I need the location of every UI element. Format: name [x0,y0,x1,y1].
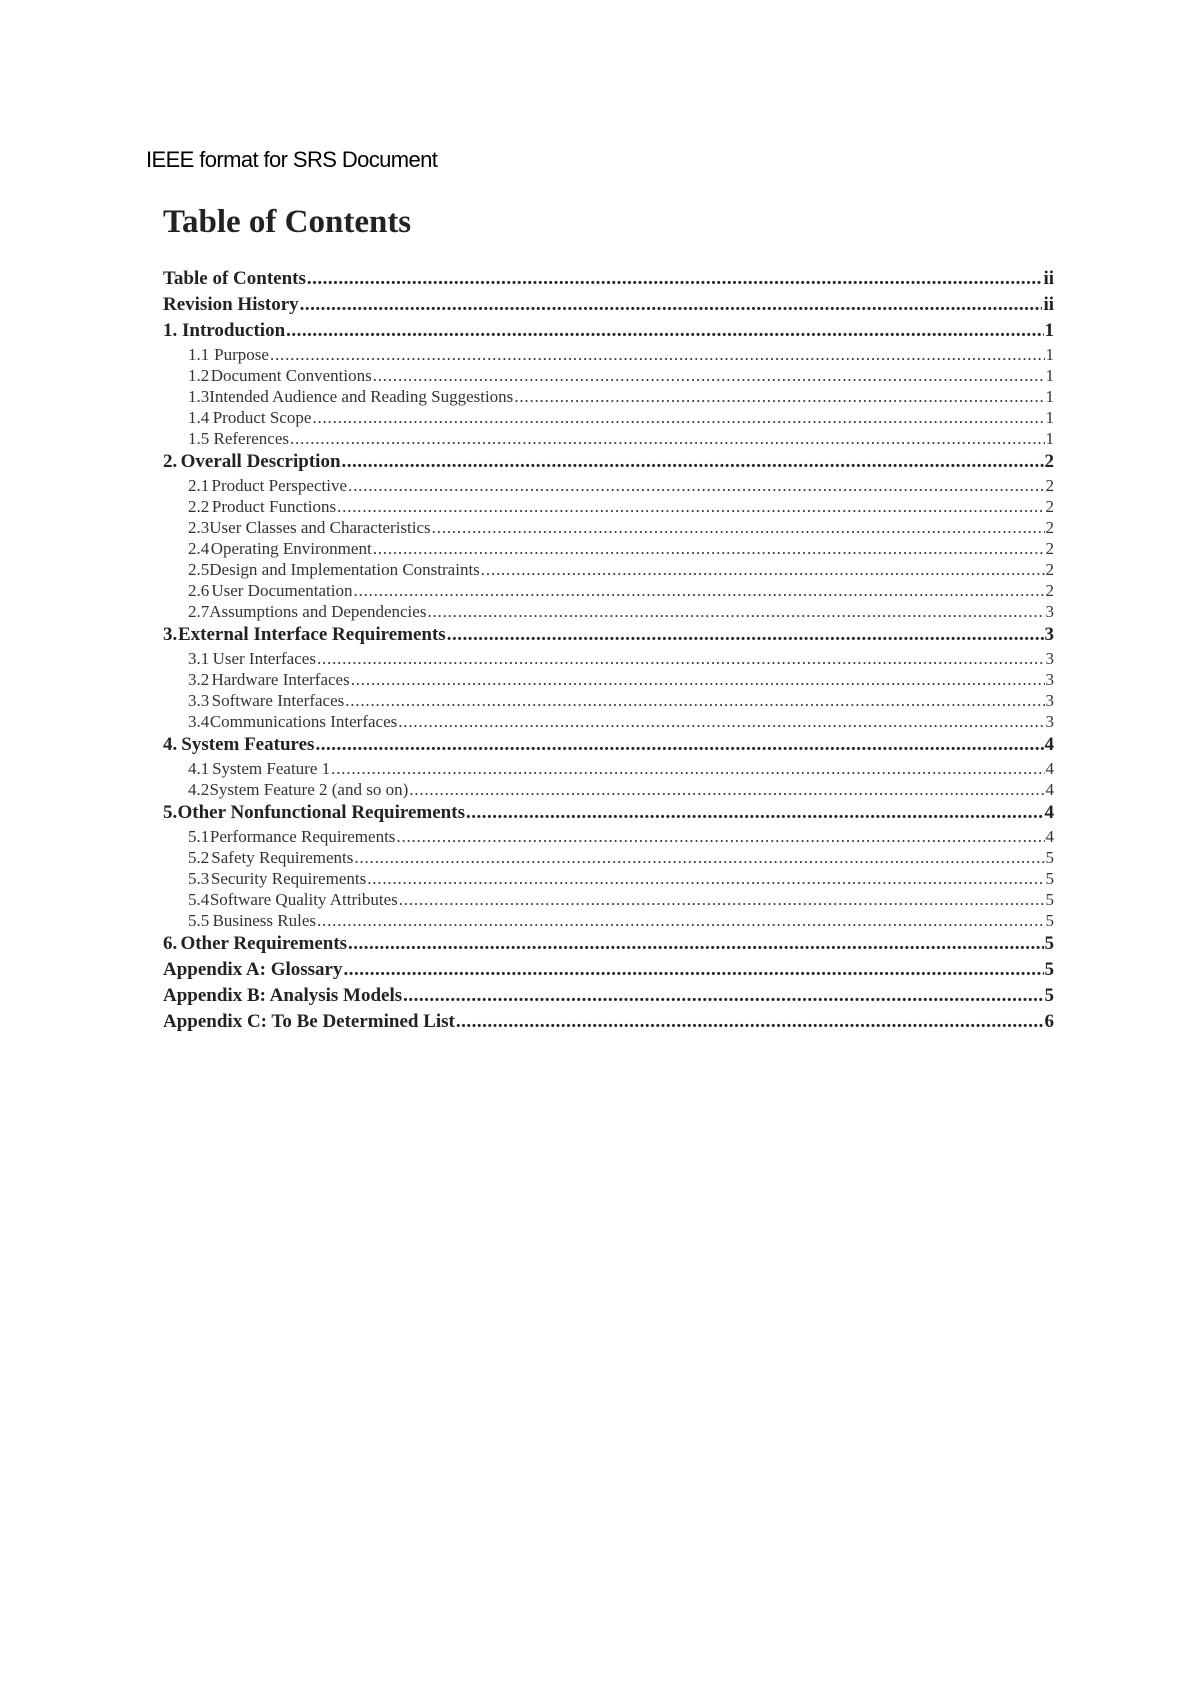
toc-section-entry[interactable] [163,732,1054,758]
toc-section-entry[interactable] [163,622,1054,648]
toc-subsection-entry[interactable] [163,407,1054,428]
toc-entry-label: Overall Description [180,451,341,472]
toc-entry-number: 5.1 [188,827,210,846]
toc-section-entry[interactable] [163,957,1054,983]
toc-entry-label: Business Rules [212,911,316,930]
dot-leader [286,318,1043,344]
toc-entry-label: Hardware Interfaces [211,670,350,689]
dot-leader [348,475,1044,496]
toc-entry-label: Introduction [182,320,286,341]
toc-entry-number: 1.4 [188,408,210,427]
toc-entry-label: Intended Audience and Reading Suggestions [209,387,514,406]
toc-entry-page-number: 4 [1045,780,1054,799]
toc-section-entry[interactable] [163,266,1054,292]
toc-entry-page-number: ii [1043,294,1054,315]
toc-entry-page-number: 5 [1045,890,1054,909]
toc-subsection-entry[interactable] [163,580,1054,601]
dot-leader [342,449,1044,475]
toc-entry-page-number: 3 [1044,624,1054,645]
toc-subsection-entry[interactable] [163,386,1054,407]
toc-entry-number: 2.4 [188,539,210,558]
toc-entry-page-number: 4 [1045,759,1054,778]
toc-entry-page-number: 1 [1045,387,1054,406]
toc-entry-label: Software Interfaces [211,691,345,710]
dot-leader [403,983,1043,1009]
toc-subsection-entry[interactable] [163,344,1054,365]
toc-entry-number: 2.3 [188,518,210,537]
toc-subsection-entry[interactable] [163,779,1054,800]
toc-entry-page-number: 3 [1045,691,1054,710]
toc-entry-number: 1.3 [188,387,210,406]
toc-entry-page-number: ii [1043,268,1054,289]
toc-entry-number: 2.5 [188,560,210,579]
toc-subsection-entry[interactable] [163,669,1054,690]
dot-leader [317,910,1045,931]
toc-entry-page-number: 4 [1045,827,1054,846]
toc-section-entry[interactable] [163,983,1054,1009]
toc-entry-label: System Features [181,734,315,755]
toc-entry-label: Performance Requirements [209,827,396,846]
toc-entry-page-number: 5 [1044,933,1054,954]
toc-subsection-entry[interactable] [163,648,1054,669]
toc-section-entry[interactable] [163,1009,1054,1035]
toc-subsection-entry[interactable] [163,690,1054,711]
toc-entry-label: Revision History [163,294,299,315]
toc-entry-label: Table of Contents [163,268,306,289]
toc-entry-page-number: 1 [1044,320,1054,341]
toc-entry-number: 5.5 [188,911,210,930]
dot-leader [337,496,1044,517]
toc-entry-page-number: 2 [1045,539,1054,558]
toc-subsection-entry[interactable] [163,868,1054,889]
dot-leader [270,344,1045,365]
dot-leader [432,517,1045,538]
toc-entry-label: Software Quality Attributes [209,890,398,909]
toc-entry-number: 2.2 [188,497,210,516]
toc-subsection-entry[interactable] [163,538,1054,559]
dot-leader [398,711,1044,732]
toc-subsection-entry[interactable] [163,711,1054,732]
toc-entry-label: Document Conventions [210,366,372,385]
toc-entry-label: Security Requirements [210,869,367,888]
toc-subsection-entry[interactable] [163,601,1054,622]
dot-leader [343,957,1043,983]
toc-entry-label: Design and Implementation Constraints [209,560,480,579]
toc-entry-page-number: 1 [1045,429,1054,448]
toc-entry-number: 1.1 [188,345,210,364]
dot-leader [373,538,1045,559]
toc-entry-number: 5.2 [188,848,210,867]
toc-entry-number: 2.6 [188,581,210,600]
toc-entry-page-number: 5 [1044,985,1054,1006]
toc-section-entry[interactable] [163,449,1054,475]
toc-subsection-entry[interactable] [163,517,1054,538]
toc-entry-label: Safety Requirements [211,848,354,867]
dot-leader [312,407,1044,428]
toc-entry-number: 5. [163,802,178,823]
toc-entry-number: 5.3 [188,869,210,888]
toc-entry-page-number: 1 [1045,345,1054,364]
toc-entry-page-number: 6 [1044,1011,1054,1032]
toc-subsection-entry[interactable] [163,428,1054,449]
toc-entry-number: 2.1 [188,476,210,495]
toc-entry-page-number: 4 [1044,734,1054,755]
toc-entry-number: 3.4 [188,712,210,731]
dot-leader [317,648,1045,669]
document-heading: IEEE format for SRS Document [146,147,438,172]
toc-entry-page-number: 1 [1045,408,1054,427]
toc-subsection-entry[interactable] [163,826,1054,847]
toc-entry-number: 4. [163,734,178,755]
dot-leader [427,601,1044,622]
dot-leader [315,732,1043,758]
toc-entry-page-number: 2 [1045,581,1054,600]
toc-entry-page-number: 2 [1045,518,1054,537]
toc-entry-label: User Classes and Characteristics [209,518,431,537]
toc-entry-label: Appendix C: To Be Determined List [163,1011,455,1032]
toc-entry-label: Assumptions and Dependencies [209,602,427,621]
toc-entry-page-number: 5 [1045,869,1054,888]
toc-subsection-entry[interactable] [163,365,1054,386]
toc-subsection-entry[interactable] [163,758,1054,779]
toc-entry-label: Appendix B: Analysis Models [163,985,403,1006]
table-of-contents [163,266,1054,1035]
toc-entry-page-number: 2 [1044,451,1054,472]
dot-leader [353,580,1044,601]
toc-entry-label: References [213,429,289,448]
toc-entry-page-number: 2 [1045,560,1054,579]
toc-entry-page-number: 1 [1045,366,1054,385]
toc-entry-label: Product Functions [211,497,337,516]
dot-leader [348,931,1043,957]
toc-entry-label: Product Perspective [211,476,348,495]
toc-entry-number: 1. [163,320,178,341]
toc-entry-number: 1.2 [188,366,210,385]
toc-entry-number: 3.3 [188,691,210,710]
toc-entry-label: System Feature 2 (and so on) [209,780,409,799]
toc-entry-number: 3.2 [188,670,210,689]
toc-section-entry[interactable] [163,800,1054,826]
toc-entry-number: 2. [163,451,178,472]
toc-entry-label: Purpose [214,345,269,364]
toc-entry-page-number: 2 [1045,497,1054,516]
toc-entry-label: Communications Interfaces [209,712,398,731]
toc-entry-label: User Documentation [211,581,353,600]
toc-entry-label: External Interface Requirements [177,624,446,645]
dot-leader [456,1009,1044,1035]
toc-entry-label: Other Nonfunctional Requirements [177,802,465,823]
toc-subsection-entry[interactable] [163,475,1054,496]
dot-leader [409,779,1044,800]
toc-entry-page-number: 4 [1044,802,1054,823]
toc-entry-number: 6. [163,933,178,954]
toc-entry-number: 5.4 [188,890,210,909]
toc-subsection-entry[interactable] [163,847,1054,868]
toc-section-entry[interactable] [163,931,1054,957]
dot-leader [514,386,1044,407]
dot-leader [466,800,1044,826]
dot-leader [307,266,1043,292]
toc-entry-label: User Interfaces [212,649,316,668]
toc-entry-number: 1.5 [188,429,210,448]
dot-leader [331,758,1044,779]
toc-entry-number: 3.1 [188,649,210,668]
toc-entry-page-number: 3 [1045,602,1054,621]
toc-entry-label: Appendix A: Glossary [163,959,343,980]
toc-title: Table of Contents [163,204,412,240]
toc-entry-page-number: 3 [1045,670,1054,689]
toc-entry-number: 4.1 [188,759,210,778]
toc-subsection-entry[interactable] [163,910,1054,931]
dot-leader [447,622,1044,648]
toc-entry-label: Other Requirements [180,933,348,954]
dot-leader [351,669,1045,690]
toc-entry-number: 3. [163,624,178,645]
dot-leader [396,826,1044,847]
dot-leader [300,292,1043,318]
toc-subsection-entry[interactable] [163,496,1054,517]
toc-entry-number: 2.7 [188,602,210,621]
toc-entry-page-number: 5 [1044,959,1054,980]
dot-leader [373,365,1045,386]
toc-entry-page-number: 5 [1045,848,1054,867]
toc-entry-number: 4.2 [188,780,210,799]
dot-leader [399,889,1045,910]
toc-entry-page-number: 3 [1045,712,1054,731]
toc-section-entry[interactable] [163,318,1054,344]
dot-leader [354,847,1044,868]
toc-section-entry[interactable] [163,292,1054,318]
dot-leader [367,868,1044,889]
dot-leader [481,559,1045,580]
toc-entry-label: System Feature 1 [212,759,331,778]
dot-leader [345,690,1044,711]
toc-subsection-entry[interactable] [163,889,1054,910]
dot-leader [290,428,1045,449]
toc-entry-page-number: 2 [1045,476,1054,495]
toc-entry-page-number: 5 [1045,911,1054,930]
toc-entry-label: Operating Environment [210,539,372,558]
toc-subsection-entry[interactable] [163,559,1054,580]
toc-entry-label: Product Scope [212,408,312,427]
toc-entry-page-number: 3 [1045,649,1054,668]
